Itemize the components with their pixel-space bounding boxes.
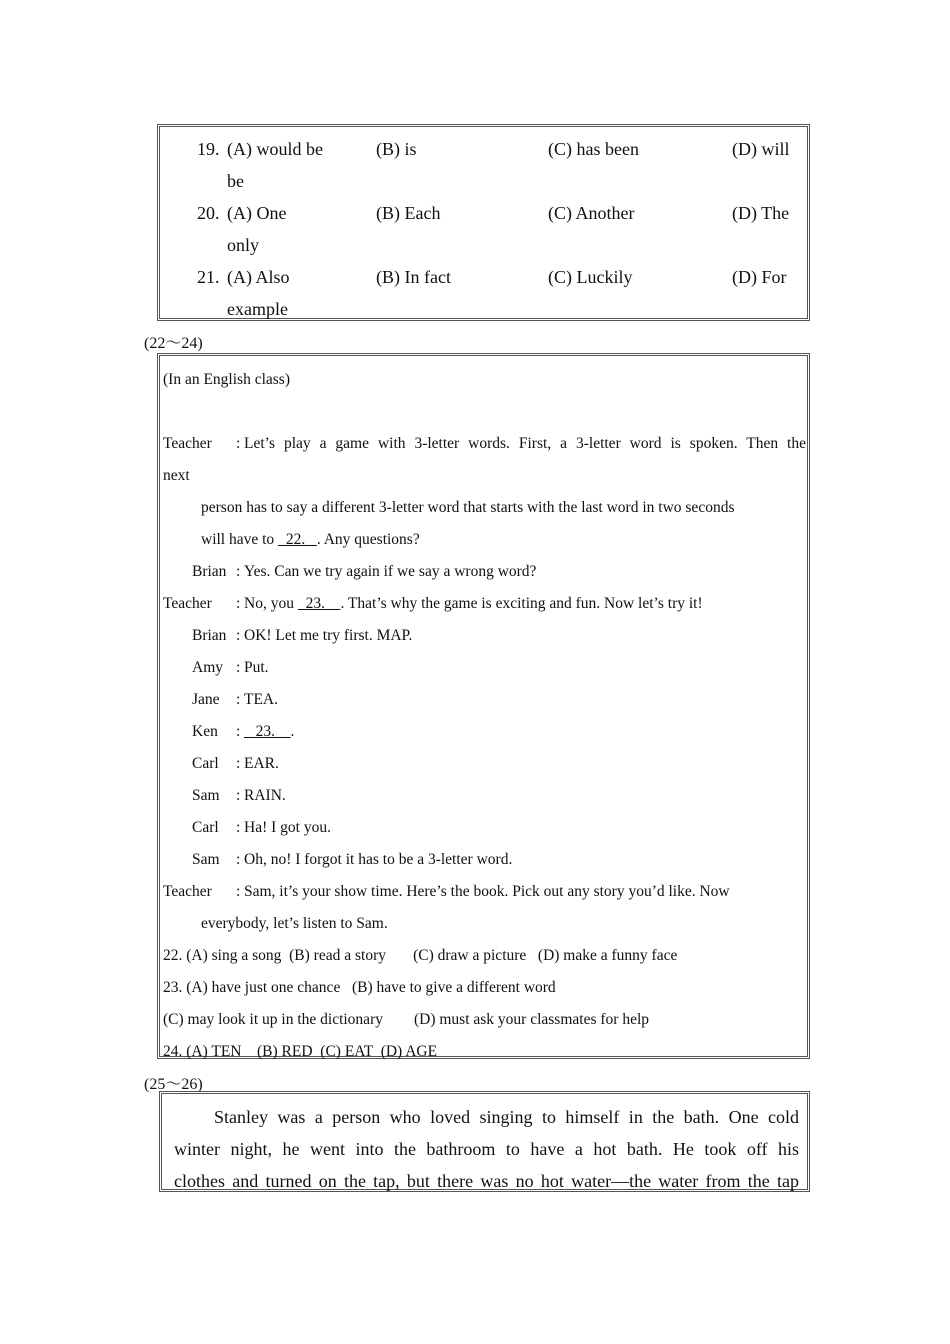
dialogue-text: person has to say a different 3-letter word that starts with the last word in two seconds (201, 499, 735, 516)
dialogue-text: EAR. (244, 755, 279, 772)
dialogue-text: Yes. Can we try again if we say a wrong word? (244, 563, 537, 580)
dialogue-text (244, 588, 703, 620)
q21-option-c: (C) Luckily (548, 267, 633, 287)
q19-option-d: (D) will (732, 139, 790, 159)
section-label-22-24: (22～24) (144, 335, 203, 352)
colon: : (236, 627, 241, 644)
dialogue-text: Sam, it’s your show time. Here’s the book. Pick out any story you’d like. Now (244, 883, 730, 900)
text-segment: . That’s why the game is exciting and fun. Now let’s try it! (340, 595, 703, 612)
dialogue-text: Oh, no! I forgot it has to be a 3-letter word. (244, 851, 513, 868)
speaker-teacher: Teacher (163, 435, 212, 452)
colon: : (236, 595, 241, 612)
options-box-19-21 (157, 124, 810, 321)
dialogue-box (157, 353, 810, 1059)
speaker-brian: Brian (192, 563, 227, 580)
colon: : (236, 787, 241, 804)
passage-line: Stanley was a person who loved singing to himself in the bath. One cold (214, 1107, 799, 1127)
passage-line: clothes and turned on the tap, but there was no hot water—the water from the tap (174, 1171, 799, 1191)
dialogue-text: next (163, 467, 190, 484)
dialogue-text (244, 716, 294, 748)
dialogue-text: TEA. (244, 691, 279, 708)
dialogue-setting: (In an English class) (163, 371, 290, 388)
text-segment: will have to (201, 531, 279, 548)
q19-option-b: (B) is (376, 139, 417, 159)
q21-option-a-cont: example (227, 299, 288, 319)
speaker-ken: Ken (192, 723, 218, 740)
dialogue-text: Put. (244, 659, 269, 676)
colon: : (236, 819, 241, 836)
dialogue-text: OK! Let me try first. MAP. (244, 627, 413, 644)
text-segment: . Any questions? (316, 531, 420, 548)
q19-number: 19. (197, 139, 220, 159)
q20-option-b: (B) Each (376, 203, 441, 223)
q20-option-c: (C) Another (548, 203, 635, 223)
q19-option-c: (C) has been (548, 139, 639, 159)
q20-option-a: (A) One (227, 203, 287, 223)
colon: : (236, 659, 241, 676)
q21-number: 21. (197, 267, 220, 287)
speaker-carl: Carl (192, 755, 219, 772)
question-23: 23. (A) have just one chance (B) have to give a different word (163, 979, 556, 996)
colon: : (236, 435, 241, 452)
q21-option-d: (D) For (732, 267, 787, 287)
text-segment: . (290, 723, 295, 740)
dialogue-text: Ha! I got you. (244, 819, 331, 836)
q20-option-a-cont: only (227, 235, 260, 255)
q20-number: 20. (197, 203, 220, 223)
speaker-jane: Jane (192, 691, 220, 708)
dialogue-text: Let’s play a game with 3-letter words. First, a 3-letter word is spoken. Then the (244, 435, 806, 452)
colon: : (236, 755, 241, 772)
q21-option-b: (B) In fact (376, 267, 451, 287)
speaker-sam: Sam (192, 787, 220, 804)
dialogue-text: RAIN. (244, 787, 286, 804)
speaker-teacher: Teacher (163, 883, 212, 900)
q21-option-a: (A) Also (227, 267, 290, 287)
question-22: 22. (A) sing a song (B) read a story (C) draw a picture (D) make a funny face (163, 947, 678, 964)
q20-option-d: (D) The (732, 203, 790, 223)
question-24: 24. (A) TEN (B) RED (C) EAT (D) AGE (163, 1043, 438, 1060)
blank-23: 23. (297, 595, 341, 612)
question-23-cont: (C) may look it up in the dictionary (D) must ask your classmates for help (163, 1011, 650, 1028)
colon: : (236, 883, 241, 900)
dialogue-text: everybody, let’s listen to Sam. (201, 915, 388, 932)
q19-option-a: (A) would be (227, 139, 323, 159)
text-segment: No, you (244, 595, 298, 612)
passage-line: winter night, he went into the bathroom to have a hot bath. He took off his (174, 1139, 799, 1159)
passage-box (159, 1091, 810, 1192)
speaker-carl: Carl (192, 819, 219, 836)
q19-option-a-cont: be (227, 171, 244, 191)
speaker-brian: Brian (192, 627, 227, 644)
dialogue-text (201, 524, 420, 556)
colon: : (236, 563, 241, 580)
blank-22: 22. (278, 531, 317, 548)
speaker-amy: Amy (192, 659, 223, 676)
speaker-teacher: Teacher (163, 595, 212, 612)
colon: : (236, 723, 241, 740)
colon: : (236, 851, 241, 868)
colon: : (236, 691, 241, 708)
blank-23-ken: 23. (244, 723, 291, 740)
section-label-25-26: (25～26) (144, 1076, 203, 1093)
speaker-sam: Sam (192, 851, 220, 868)
